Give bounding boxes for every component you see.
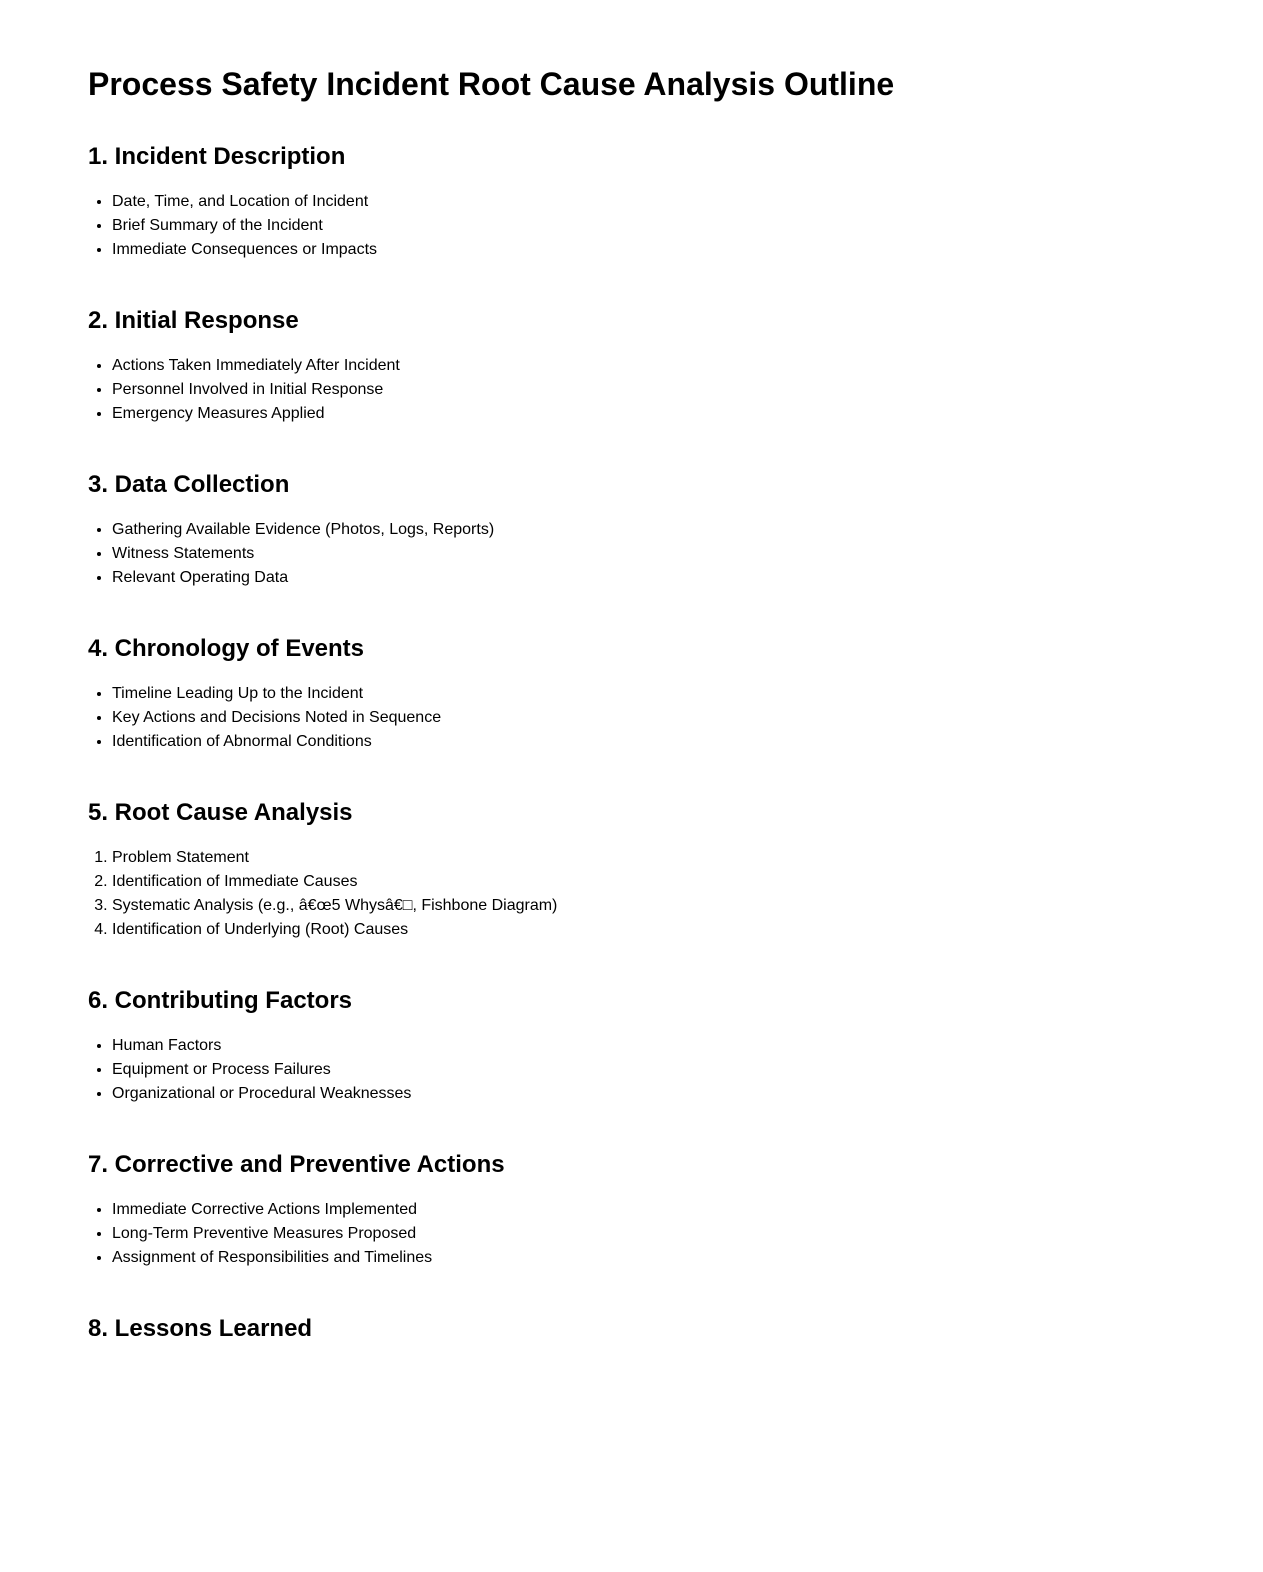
section-initial-response: [88, 306, 1175, 426]
list-item: • Long-Term Preventive Measures Proposed: [112, 1222, 1175, 1246]
section-root-cause-analysis: [88, 798, 1175, 942]
list-item: 2. Identification of Immediate Causes: [112, 870, 1175, 894]
list-item: • Actions Taken Immediately After Incident: [112, 354, 1175, 378]
section-heading: 7. Corrective and Preventive Actions: [88, 1151, 505, 1178]
list-item: • Brief Summary of the Incident: [112, 214, 1175, 238]
bullet-list: [88, 1198, 1175, 1270]
section-heading: 5. Root Cause Analysis: [88, 799, 353, 826]
section-data-collection: [88, 470, 1175, 590]
list-item: • Date, Time, and Location of Incident: [112, 190, 1175, 214]
list-item: • Identification of Abnormal Conditions: [112, 730, 1175, 754]
section-incident-description: [88, 142, 1175, 262]
section-heading: 4. Chronology of Events: [88, 635, 365, 662]
list-item: 4. Identification of Underlying (Root) Causes: [112, 918, 1175, 942]
section-lessons-learned: [88, 1314, 1175, 1344]
section-corrective-preventive-actions: [88, 1150, 1175, 1270]
list-item: 3. Systematic Analysis (e.g., â€œ5 Whysâ€□, Fishbone Diagram): [112, 894, 1175, 918]
bullet-list: [88, 1034, 1175, 1106]
list-item: • Personnel Involved in Initial Response: [112, 378, 1175, 402]
list-item: • Immediate Consequences or Impacts: [112, 238, 1175, 262]
section-heading: 3. Data Collection: [88, 471, 290, 498]
bullet-list: [88, 682, 1175, 754]
list-item: • Immediate Corrective Actions Implemented: [112, 1198, 1175, 1222]
list-item: 1. Problem Statement: [112, 846, 1175, 870]
list-item: • Gathering Available Evidence (Photos, Logs, Reports): [112, 518, 1175, 542]
list-item: • Relevant Operating Data: [112, 566, 1175, 590]
list-item: • Key Actions and Decisions Noted in Sequence: [112, 706, 1175, 730]
section-chronology-of-events: [88, 634, 1175, 754]
list-item: • Organizational or Procedural Weaknesses: [112, 1082, 1175, 1106]
page-title: Process Safety Incident Root Cause Analysis Outline: [88, 66, 895, 102]
bullet-list: [88, 518, 1175, 590]
section-heading: 8. Lessons Learned: [88, 1315, 313, 1342]
bullet-list: [88, 354, 1175, 426]
section-heading: 2. Initial Response: [88, 307, 299, 334]
list-item: • Witness Statements: [112, 542, 1175, 566]
list-item: • Human Factors: [112, 1034, 1175, 1058]
bullet-list: [88, 190, 1175, 262]
section-heading: 6. Contributing Factors: [88, 987, 352, 1014]
numbered-list: [88, 846, 1175, 942]
list-item: • Emergency Measures Applied: [112, 402, 1175, 426]
list-item: • Assignment of Responsibilities and Timelines: [112, 1246, 1175, 1270]
list-item: • Equipment or Process Failures: [112, 1058, 1175, 1082]
list-item: • Timeline Leading Up to the Incident: [112, 682, 1175, 706]
section-heading: 1. Incident Description: [88, 143, 346, 170]
section-contributing-factors: [88, 986, 1175, 1106]
